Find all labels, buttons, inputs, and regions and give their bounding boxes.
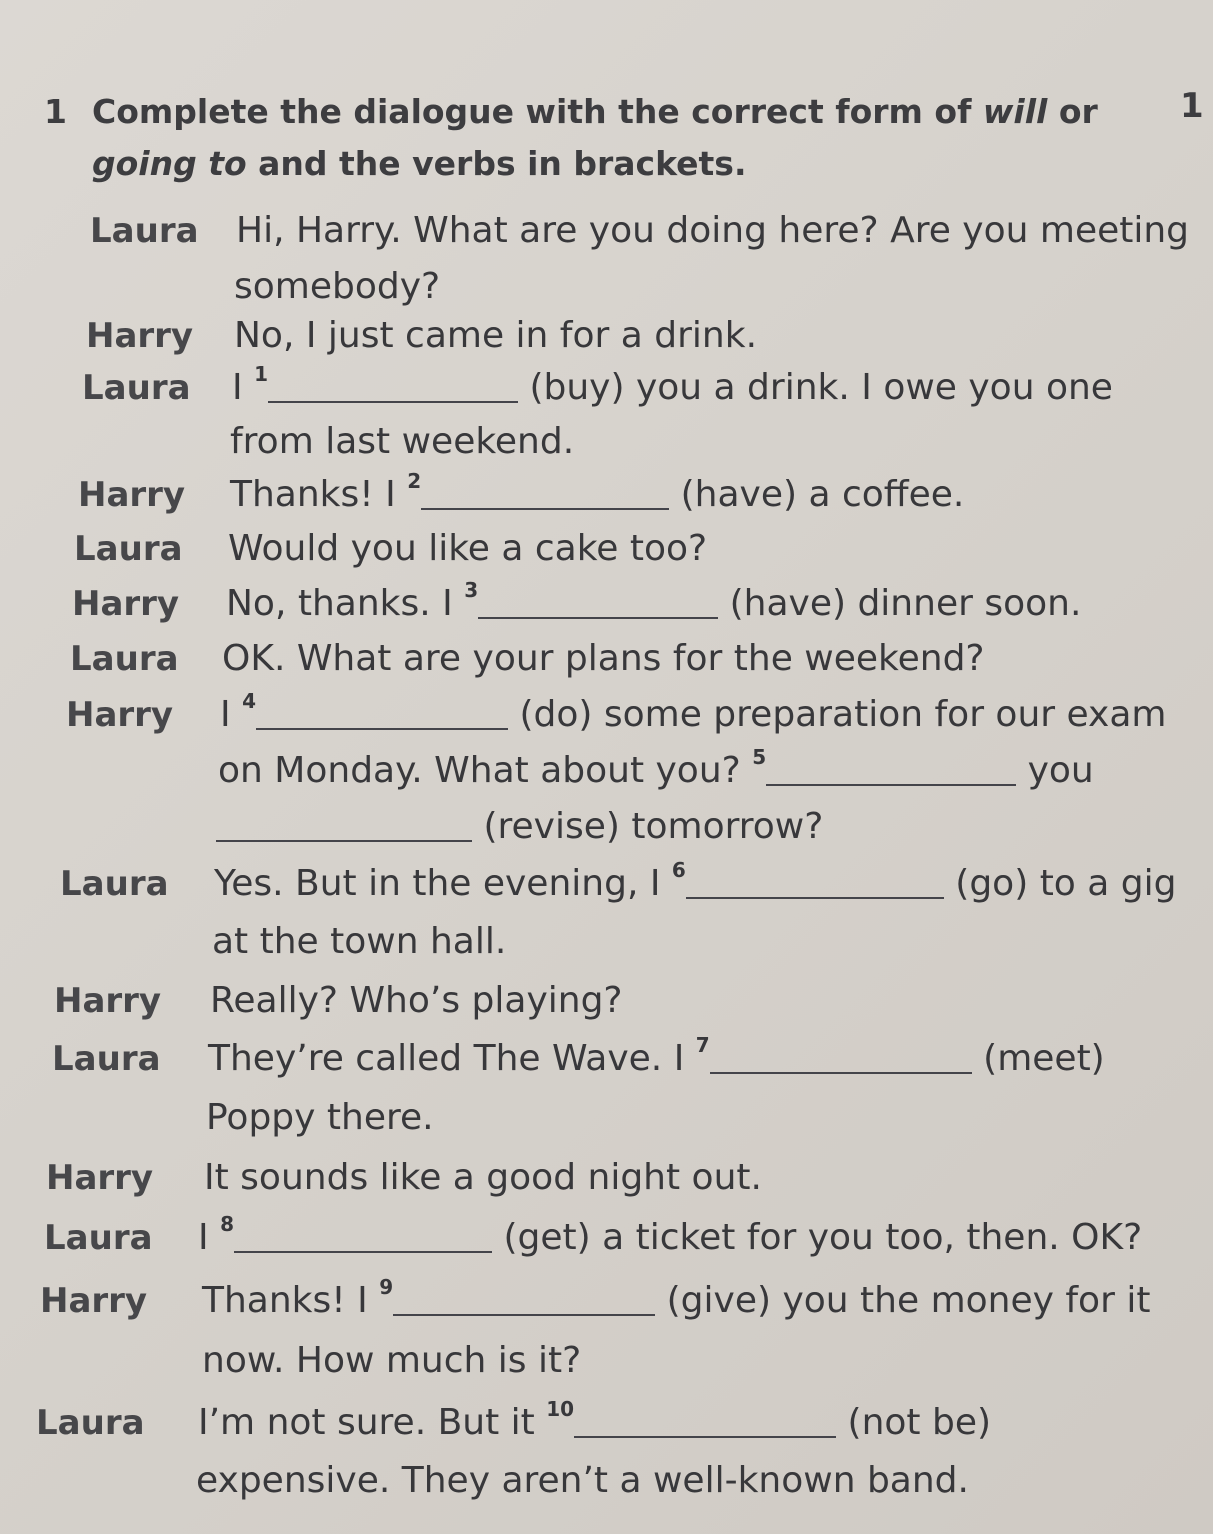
answer-blank-5b[interactable] — [216, 800, 472, 842]
dialogue-gap-line — [218, 743, 1094, 799]
speaker-name: Harry — [78, 475, 186, 515]
dialogue-gap-line — [214, 856, 1176, 912]
dialogue-text: Poppy there. — [206, 1097, 434, 1138]
dialogue-text: I — [232, 367, 243, 408]
speaker-name: Harry — [54, 981, 162, 1021]
answer-blank-2[interactable] — [421, 468, 669, 510]
dialogue-text: Would you like a cake too? — [228, 528, 708, 569]
dialogue-text: expensive. They aren’t a well-known band. — [196, 1460, 969, 1501]
dialogue-gap-line — [232, 360, 1113, 416]
answer-blank-5a[interactable] — [766, 744, 1016, 786]
gap-number: 2 — [407, 469, 422, 493]
dialogue-gap-line — [230, 467, 964, 523]
dialogue-gap-line — [202, 1273, 1150, 1329]
dialogue-text: No, I just came in for a drink. — [234, 315, 758, 356]
page-number: 1 — [1180, 86, 1204, 126]
answer-blank-4[interactable] — [256, 688, 508, 730]
dialogue-text: Really? Who’s playing? — [210, 980, 623, 1021]
dialogue-text: on Monday. What about you? — [218, 750, 741, 791]
dialogue-text: you — [1027, 750, 1094, 791]
gap-number: 10 — [546, 1397, 575, 1421]
dialogue-text: somebody? — [234, 266, 441, 307]
answer-blank-10[interactable] — [574, 1396, 836, 1438]
speaker-name: Harry — [72, 584, 180, 624]
gap-number: 9 — [379, 1275, 394, 1299]
dialogue-text: It sounds like a good night out. — [204, 1157, 762, 1198]
dialogue-text: from last weekend. — [230, 421, 575, 462]
dialogue-text: (meet) — [983, 1038, 1105, 1079]
speaker-name: Harry — [86, 316, 194, 356]
instruction-part-c: and the verbs in brackets. — [246, 144, 747, 183]
dialogue-text: (go) to a gig — [955, 863, 1177, 904]
speaker-name: Laura — [60, 864, 169, 904]
answer-blank-3[interactable] — [478, 577, 718, 619]
dialogue-text: Thanks! I — [202, 1280, 368, 1321]
dialogue-text: (buy) you a drink. I owe you one — [529, 367, 1113, 408]
dialogue-gap-line — [208, 1031, 1105, 1087]
gap-number: 8 — [220, 1212, 234, 1236]
dialogue-text: I’m not sure. But it — [198, 1402, 535, 1443]
dialogue-text: (do) some preparation for our exam — [519, 694, 1167, 735]
instruction-will: will — [982, 92, 1048, 131]
dialogue-text: They’re called The Wave. I — [208, 1038, 685, 1079]
dialogue-text: Thanks! I — [230, 474, 396, 515]
speaker-name: Laura — [36, 1403, 145, 1443]
exercise-number: 1 — [44, 92, 67, 131]
dialogue-text: (have) dinner soon. — [729, 583, 1082, 624]
gap-number: 1 — [254, 362, 268, 386]
dialogue-text: OK. What are your plans for the weekend? — [222, 638, 985, 679]
dialogue-text: No, thanks. I — [226, 583, 453, 624]
instruction-part-b: or — [1047, 92, 1098, 131]
gap-number: 3 — [464, 578, 479, 602]
dialogue-gap-line — [216, 799, 823, 855]
speaker-name: Laura — [90, 211, 199, 251]
dialogue-text: I — [198, 1217, 209, 1258]
dialogue-gap-line — [198, 1210, 1142, 1266]
dialogue-gap-line — [198, 1395, 991, 1451]
gap-number: 5 — [752, 745, 767, 769]
speaker-name: Laura — [44, 1218, 153, 1258]
answer-blank-8[interactable] — [234, 1211, 492, 1253]
dialogue-text: at the town hall. — [212, 921, 507, 962]
speaker-name: Laura — [82, 368, 191, 408]
answer-blank-7[interactable] — [710, 1032, 972, 1074]
speaker-name: Laura — [74, 529, 183, 569]
answer-blank-6[interactable] — [686, 857, 944, 899]
instruction-part-a: Complete the dialogue with the correct form of — [92, 92, 983, 131]
dialogue-text: (get) a ticket for you too, then. OK? — [503, 1217, 1143, 1258]
gap-number: 7 — [695, 1033, 710, 1057]
speaker-name: Laura — [70, 639, 179, 679]
dialogue-text: (revise) tomorrow? — [483, 806, 824, 847]
speaker-name: Laura — [52, 1039, 161, 1079]
dialogue-gap-line — [226, 576, 1081, 632]
dialogue-text: I — [220, 694, 231, 735]
instruction-going-to: going to — [92, 144, 247, 183]
answer-blank-9[interactable] — [393, 1274, 655, 1316]
dialogue-text: Hi, Harry. What are you doing here? Are you meeting — [236, 210, 1190, 251]
gap-number: 6 — [671, 858, 686, 882]
speaker-name: Harry — [40, 1281, 148, 1321]
dialogue-text: Yes. But in the evening, I — [214, 863, 661, 904]
speaker-name: Harry — [46, 1158, 154, 1198]
dialogue-gap-line — [220, 687, 1166, 743]
dialogue-text: (have) a coffee. — [680, 474, 965, 515]
answer-blank-1[interactable] — [268, 361, 518, 403]
dialogue-text: now. How much is it? — [202, 1340, 582, 1381]
speaker-name: Harry — [66, 695, 174, 735]
gap-number: 4 — [242, 689, 256, 713]
dialogue-text: (not be) — [847, 1402, 992, 1443]
dialogue-text: (give) you the money for it — [666, 1280, 1151, 1321]
